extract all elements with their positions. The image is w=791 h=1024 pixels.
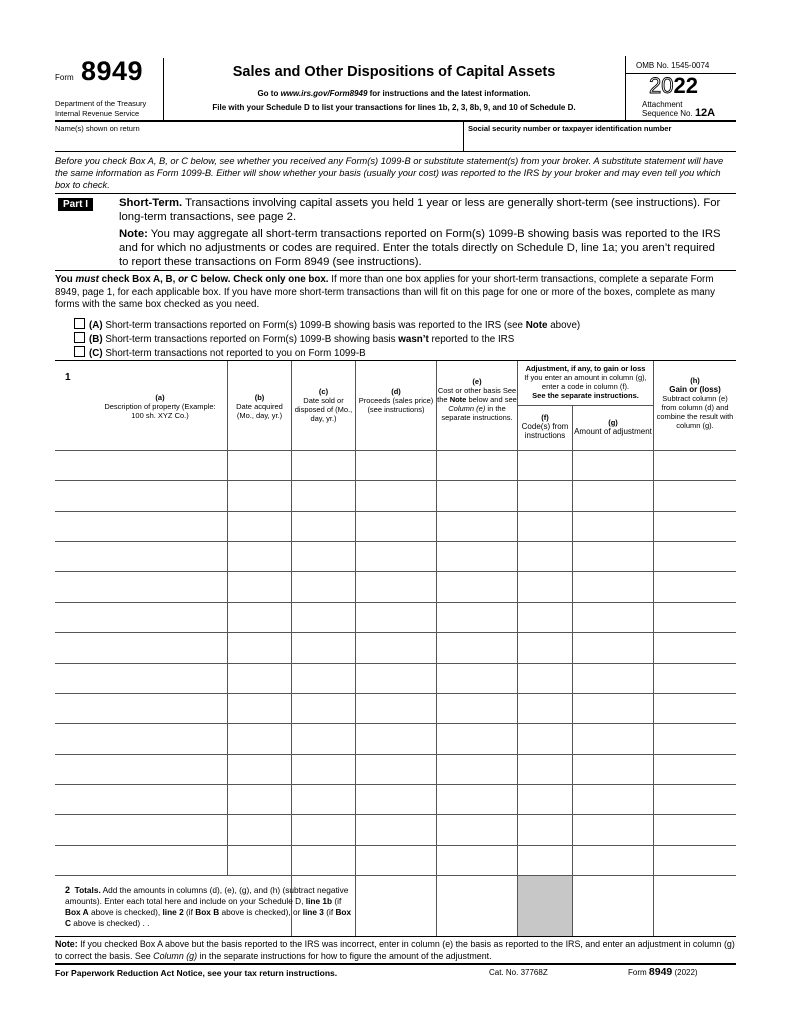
row-10-adjustment-field[interactable] <box>573 724 653 752</box>
row-2-cost-basis-field[interactable] <box>437 481 517 509</box>
col-a-header: (a) Description of property (Example: 100 sh. XYZ Co.) <box>104 393 216 420</box>
row-4-gain-loss-field[interactable] <box>654 542 736 570</box>
col-f-header: (f) Code(s) from instructions <box>521 413 569 440</box>
row-2-gain-loss-field[interactable] <box>654 481 736 509</box>
part1-heading: Short-Term. Transactions involving capital assets you held 1 year or less are generally short-term (see instructions). For long-term transactions, see page 2. <box>119 197 721 223</box>
row-7-desc-field[interactable] <box>55 633 227 661</box>
row-9-proceeds-field[interactable] <box>356 694 436 722</box>
row-14-gain-loss-field[interactable] <box>654 846 736 874</box>
row-7-date-sold-field[interactable] <box>292 633 355 661</box>
row-3-desc-field[interactable] <box>55 512 227 540</box>
row-14-desc-field[interactable] <box>55 846 227 874</box>
col-b-header: (b) Date acquired (Mo., day, yr.) <box>236 393 283 420</box>
row-11-date-acquired-field[interactable] <box>228 755 291 783</box>
row-3-proceeds-field[interactable] <box>356 512 436 540</box>
form-label: Form <box>55 73 74 82</box>
totals-shaded-cell <box>518 876 572 936</box>
checkbox-b-row: (B) Short-term transactions reported on Form(s) 1099-B showing basis wasn’t reported to the IRS <box>74 332 514 345</box>
row-10-cost-basis-field[interactable] <box>437 724 517 752</box>
row-12-date-acquired-field[interactable] <box>228 785 291 813</box>
row-11-desc-field[interactable] <box>55 755 227 783</box>
row-2-desc-field[interactable] <box>55 481 227 509</box>
row-12-adjustment-field[interactable] <box>573 785 653 813</box>
row-13-date-sold-field[interactable] <box>292 815 355 843</box>
row-10-desc-field[interactable] <box>55 724 227 752</box>
row-14-cost-basis-field[interactable] <box>437 846 517 874</box>
checkbox-c[interactable] <box>74 346 85 357</box>
row-13-proceeds-field[interactable] <box>356 815 436 843</box>
catalog-number: Cat. No. 37768Z <box>489 968 548 977</box>
row-6-desc-field[interactable] <box>55 603 227 631</box>
row-4-cost-basis-field[interactable] <box>437 542 517 570</box>
row-1-cost-basis-field[interactable] <box>437 451 517 479</box>
checkbox-a[interactable] <box>74 318 85 329</box>
row-10-code-field[interactable] <box>518 724 572 752</box>
bottom-note: Note: If you checked Box A above but the basis reported to the IRS was incorrect, enter in column (e) the basis as reported to the IRS, and enter an adjustment in column (g) to correct the basis. See Column (g) in the separate instructions for how to figure the amount of the adjustment. <box>55 939 735 961</box>
row-2-code-field[interactable] <box>518 481 572 509</box>
row-7-cost-basis-field[interactable] <box>437 633 517 661</box>
row-8-cost-basis-field[interactable] <box>437 664 517 692</box>
col-d-header: (d) Proceeds (sales price) (see instructions) <box>358 387 434 414</box>
total-h-field[interactable] <box>654 876 736 936</box>
row-2-date-sold-field[interactable] <box>292 481 355 509</box>
row-11-proceeds-field[interactable] <box>356 755 436 783</box>
row-8-date-sold-field[interactable] <box>292 664 355 692</box>
row-4-date-acquired-field[interactable] <box>228 542 291 570</box>
row-8-date-acquired-field[interactable] <box>228 664 291 692</box>
row-8-adjustment-field[interactable] <box>573 664 653 692</box>
row-6-date-acquired-field[interactable] <box>228 603 291 631</box>
col-h-header: (h) Gain or (loss) Subtract column (e) from column (d) and combine the result with column (g). <box>656 376 734 430</box>
row-12-gain-loss-field[interactable] <box>654 785 736 813</box>
ssn-label: Social security number or taxpayer identification number <box>468 124 672 133</box>
row-12-proceeds-field[interactable] <box>356 785 436 813</box>
row-4-proceeds-field[interactable] <box>356 542 436 570</box>
row-2-proceeds-field[interactable] <box>356 481 436 509</box>
row-8-proceeds-field[interactable] <box>356 664 436 692</box>
row-10-date-sold-field[interactable] <box>292 724 355 752</box>
row-4-desc-field[interactable] <box>55 542 227 570</box>
row-1-date-acquired-field[interactable] <box>228 451 291 479</box>
row-6-cost-basis-field[interactable] <box>437 603 517 631</box>
total-e-field[interactable] <box>437 876 517 936</box>
row-4-date-sold-field[interactable] <box>292 542 355 570</box>
row-14-date-acquired-field[interactable] <box>228 846 291 874</box>
checkbox-b[interactable] <box>74 332 85 343</box>
col-c-header: (c) Date sold or disposed of (Mo., day, yr.) <box>294 387 353 423</box>
part-badge: Part I <box>58 198 93 211</box>
tax-year: 2022 <box>649 73 698 98</box>
paperwork-notice: For Paperwork Reduction Act Notice, see your tax return instructions. <box>55 968 338 978</box>
row-6-adjustment-field[interactable] <box>573 603 653 631</box>
row-8-desc-field[interactable] <box>55 664 227 692</box>
total-g-field[interactable] <box>573 876 653 936</box>
col-g-header: (g) Amount of adjustment <box>574 418 652 436</box>
row-14-date-sold-field[interactable] <box>292 846 355 874</box>
form-title: Sales and Other Dispositions of Capital Assets <box>232 64 556 80</box>
row-5-adjustment-field[interactable] <box>573 572 653 600</box>
row-6-code-field[interactable] <box>518 603 572 631</box>
goto-line: Go to www.irs.gov/Form8949 for instructions and the latest information. <box>257 89 531 98</box>
col-e-header: (e) Cost or other basis See the Note below and see Column (e) in the separate instructions. <box>437 377 517 422</box>
row-5-desc-field[interactable] <box>55 572 227 600</box>
row-5-proceeds-field[interactable] <box>356 572 436 600</box>
row-12-code-field[interactable] <box>518 785 572 813</box>
irs-link[interactable]: www.irs.gov/Form8949 <box>280 89 368 98</box>
row-1-proceeds-field[interactable] <box>356 451 436 479</box>
row-5-date-sold-field[interactable] <box>292 572 355 600</box>
row-1-desc-field[interactable] <box>55 451 227 479</box>
row-1-code-field[interactable] <box>518 451 572 479</box>
row-14-adjustment-field[interactable] <box>573 846 653 874</box>
row-3-date-sold-field[interactable] <box>292 512 355 540</box>
row-1-date-sold-field[interactable] <box>292 451 355 479</box>
row-10-gain-loss-field[interactable] <box>654 724 736 752</box>
row-7-gain-loss-field[interactable] <box>654 633 736 661</box>
name-label: Name(s) shown on return <box>55 124 140 133</box>
box-instructions: You must check Box A, B, or C below. Check only one box. If more than one box applies for your short-term transactions, complete a separate Form 8949, page 1, for each applicable box. If you have more short-term transactions than will fit on this page for one or more of the boxes, complete as many forms with the same box checked as you need. <box>55 274 716 310</box>
row-10-proceeds-field[interactable] <box>356 724 436 752</box>
row-5-code-field[interactable] <box>518 572 572 600</box>
attachment-label: Attachment Sequence No. 12A <box>642 100 716 119</box>
row-14-code-field[interactable] <box>518 846 572 874</box>
row-4-code-field[interactable] <box>518 542 572 570</box>
total-d-field[interactable] <box>356 876 436 936</box>
adjustment-header: Adjustment, if any, to gain or loss If you enter an amount in column (g), enter a code in column (f). See the separate instructions. <box>524 364 647 400</box>
row-14-proceeds-field[interactable] <box>356 846 436 874</box>
row-8-gain-loss-field[interactable] <box>654 664 736 692</box>
row-9-gain-loss-field[interactable] <box>654 694 736 722</box>
row-8-code-field[interactable] <box>518 664 572 692</box>
row-4-adjustment-field[interactable] <box>573 542 653 570</box>
row-9-code-field[interactable] <box>518 694 572 722</box>
row-3-code-field[interactable] <box>518 512 572 540</box>
ssn-field[interactable] <box>468 134 733 150</box>
row-1-adjustment-field[interactable] <box>573 451 653 479</box>
totals-label: 2 Totals. Add the amounts in columns (d), (e), (g), and (h) (subtract negative amounts). Enter each total here and include on your Schedule D, line 1b (if Box A above is checked), line 2 (if Box B above is checked), or line 3 (if Box C above is checked) . . <box>65 885 352 928</box>
row-7-adjustment-field[interactable] <box>573 633 653 661</box>
row-13-cost-basis-field[interactable] <box>437 815 517 843</box>
row-7-code-field[interactable] <box>518 633 572 661</box>
row-9-cost-basis-field[interactable] <box>437 694 517 722</box>
form-number: 8949 <box>81 56 144 86</box>
department-line: Department of the Treasury Internal Revenue Service <box>55 99 147 118</box>
row-13-gain-loss-field[interactable] <box>654 815 736 843</box>
footer-form-id: Form 8949 (2022) <box>628 966 698 978</box>
row-6-proceeds-field[interactable] <box>356 603 436 631</box>
row-13-code-field[interactable] <box>518 815 572 843</box>
row-5-date-acquired-field[interactable] <box>228 572 291 600</box>
row-7-date-acquired-field[interactable] <box>228 633 291 661</box>
row-12-cost-basis-field[interactable] <box>437 785 517 813</box>
row-7-proceeds-field[interactable] <box>356 633 436 661</box>
row-13-adjustment-field[interactable] <box>573 815 653 843</box>
row-5-gain-loss-field[interactable] <box>654 572 736 600</box>
checkbox-a-row: (A) Short-term transactions reported on Form(s) 1099-B showing basis was reported to the IRS (see Note above) <box>74 318 580 331</box>
sequence-number: 12A <box>694 107 716 119</box>
row-9-adjustment-field[interactable] <box>573 694 653 722</box>
row-11-code-field[interactable] <box>518 755 572 783</box>
row-6-gain-loss-field[interactable] <box>654 603 736 631</box>
row-9-date-sold-field[interactable] <box>292 694 355 722</box>
row-11-adjustment-field[interactable] <box>573 755 653 783</box>
row-9-date-acquired-field[interactable] <box>228 694 291 722</box>
name-field[interactable] <box>55 134 460 150</box>
row-1-gain-loss-field[interactable] <box>654 451 736 479</box>
intro-text: Before you check Box A, B, or C below, see whether you received any Form(s) 1099-B or substitute statement(s) from your broker. A substitute statement will have the same information as Form 1099-B. Either will show whether your basis (usually your cost) was reported to the IRS by your broker and may even tell you which box to check. <box>55 156 724 190</box>
row-3-date-acquired-field[interactable] <box>228 512 291 540</box>
row-12-desc-field[interactable] <box>55 785 227 813</box>
row-12-date-sold-field[interactable] <box>292 785 355 813</box>
row-3-cost-basis-field[interactable] <box>437 512 517 540</box>
row-13-date-acquired-field[interactable] <box>228 815 291 843</box>
omb-number: OMB No. 1545-0074 <box>636 61 710 70</box>
row-9-desc-field[interactable] <box>55 694 227 722</box>
part1-note: Note: You may aggregate all short-term transactions reported on Form(s) 1099-B showing basis was reported to the IRS and for which no adjustments or codes are required. Enter the totals directly on Schedule D, line 1a; you aren’t required to report these transactions on Form 8949 (see instructions). <box>119 228 721 268</box>
row-2-date-acquired-field[interactable] <box>228 481 291 509</box>
row-11-date-sold-field[interactable] <box>292 755 355 783</box>
row-10-date-acquired-field[interactable] <box>228 724 291 752</box>
row-3-adjustment-field[interactable] <box>573 512 653 540</box>
file-with-line: File with your Schedule D to list your transactions for lines 1b, 2, 3, 8b, 9, and 10 of Schedule D. <box>212 103 576 112</box>
line-1-number: 1 <box>65 372 71 383</box>
row-5-cost-basis-field[interactable] <box>437 572 517 600</box>
row-11-gain-loss-field[interactable] <box>654 755 736 783</box>
checkbox-c-row: (C) Short-term transactions not reported to you on Form 1099-B <box>74 346 366 359</box>
row-3-gain-loss-field[interactable] <box>654 512 736 540</box>
row-2-adjustment-field[interactable] <box>573 481 653 509</box>
row-6-date-sold-field[interactable] <box>292 603 355 631</box>
row-13-desc-field[interactable] <box>55 815 227 843</box>
row-11-cost-basis-field[interactable] <box>437 755 517 783</box>
